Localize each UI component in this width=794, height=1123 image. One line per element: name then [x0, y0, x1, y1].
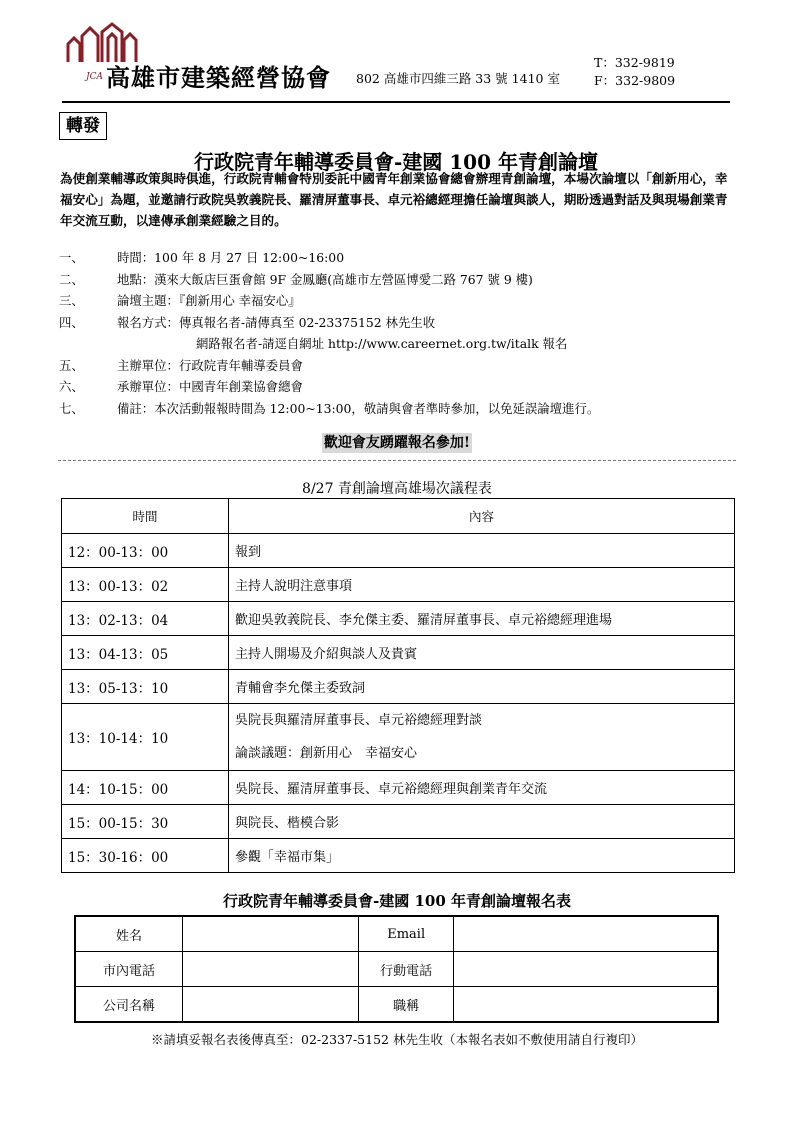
- schedule-header-time: 時間: [62, 499, 229, 534]
- schedule-time: 13：00-13：02: [62, 568, 229, 602]
- org-fax: F：332-9809: [594, 73, 676, 88]
- schedule-content-line: 青輔會李允傑主委致詞: [235, 681, 366, 696]
- table-row: [62, 568, 735, 602]
- form-row: [75, 916, 718, 952]
- form-input-cell[interactable]: [183, 952, 359, 987]
- schedule-time: 13：10-14：10: [62, 704, 229, 771]
- schedule-content: [229, 805, 735, 839]
- table-row: [62, 704, 735, 771]
- info-item-text: 報名方式：傳真報名者-請傳真至 02-23375152 林先生收: [117, 314, 436, 330]
- schedule-content-line: 論談議題：創新用心 幸福安心: [235, 746, 418, 761]
- schedule-content: [229, 704, 735, 771]
- form-row: [75, 987, 718, 1023]
- form-label: 職稱: [359, 987, 454, 1023]
- logo-text: JCA: [86, 72, 103, 82]
- dashed-divider: [58, 460, 736, 461]
- info-item: [59, 333, 749, 355]
- info-item-text: 主辦單位：行政院青年輔導委員會: [117, 357, 303, 373]
- form-title: 行政院青年輔導委員會-建國 100 年青創論壇報名表: [223, 892, 571, 910]
- schedule-time: 14：10-15：00: [62, 771, 229, 805]
- form-label: 市內電話: [75, 952, 183, 987]
- info-item: [59, 355, 749, 377]
- forward-stamp: 轉發: [59, 112, 107, 140]
- schedule-content: [229, 636, 735, 670]
- info-item: [59, 269, 749, 291]
- form-label: 姓名: [75, 916, 183, 952]
- form-note: ※請填妥報名表後傳真至：02-2337-5152 林先生收（本報名表如不敷使用請自行複印）: [151, 1032, 643, 1047]
- table-row: [62, 805, 735, 839]
- schedule-header-content: 內容: [229, 499, 735, 534]
- info-item: [59, 312, 749, 334]
- info-item-text: 地點：漢來大飯店巨蛋會館 9F 金鳳廳(高雄市左營區博愛二路 767 號 9 樓): [117, 271, 533, 287]
- schedule-time: 15：30-16：00: [62, 839, 229, 873]
- schedule-time: 15：00-15：30: [62, 805, 229, 839]
- form-label: 行動電話: [359, 952, 454, 987]
- schedule-content-line: 吳院長、羅清屏董事長、卓元裕總經理與創業青年交流: [235, 782, 548, 797]
- schedule-content-line: 主持人開場及介紹與談人及貴賓: [235, 647, 418, 662]
- info-item-number: 一、: [59, 250, 84, 265]
- schedule-time: 13：05-13：10: [62, 670, 229, 704]
- schedule-content: [229, 534, 735, 568]
- schedule-title: 8/27 青創論壇高雄場次議程表: [302, 481, 492, 497]
- info-item-text: 論壇主題：『創新用心 幸福安心』: [117, 293, 301, 308]
- org-tel: T：332-9819: [594, 55, 675, 70]
- schedule-content: [229, 568, 735, 602]
- info-item: [59, 290, 749, 312]
- schedule-content-line: 報到: [235, 545, 262, 560]
- info-item-number: 三、: [59, 293, 84, 308]
- schedule-content-line: 主持人說明注意事項: [235, 579, 353, 594]
- schedule-time: 13：04-13：05: [62, 636, 229, 670]
- table-row: [62, 670, 735, 704]
- event-info-list: [59, 247, 749, 419]
- form-input-cell[interactable]: [454, 987, 718, 1023]
- info-item-text: 承辦單位：中國青年創業協會總會: [117, 379, 303, 394]
- registration-form: [74, 915, 719, 1023]
- table-row: [62, 636, 735, 670]
- page-title: 行政院青年輔導委員會-建國 100 年青創論壇: [194, 150, 598, 174]
- info-item-number: 二、: [59, 271, 84, 287]
- table-row: [62, 534, 735, 568]
- schedule-content: [229, 771, 735, 805]
- schedule-content-line: 與院長、楷模合影: [235, 816, 340, 831]
- header-divider: [62, 101, 730, 103]
- info-item: [59, 398, 749, 420]
- form-label: 公司名稱: [75, 987, 183, 1023]
- table-row: [62, 602, 735, 636]
- info-item-number: 六、: [59, 379, 84, 394]
- info-item: [59, 247, 749, 269]
- schedule-table: [61, 498, 735, 873]
- form-input-cell[interactable]: [183, 916, 359, 952]
- welcome-text: 歡迎會友踴躍報名參加!: [323, 435, 471, 451]
- info-item-text: 時間：100 年 8 月 27 日 12:00~16:00: [117, 250, 345, 265]
- org-address: 802 高雄市四維三路 33 號 1410 室: [356, 71, 560, 86]
- info-item-text: 備註：本次活動報報時間為 12:00~13:00，敬請與會者準時參加，以免延誤論壇進行。: [117, 400, 600, 416]
- schedule-time: 13：02-13：04: [62, 602, 229, 636]
- schedule-time: 12：00-13：00: [62, 534, 229, 568]
- org-name: 高雄市建築經營協會: [106, 63, 331, 92]
- info-item-number: 四、: [59, 314, 84, 330]
- info-item-text: 網路報名者-請逕自網址 http://www.careernet.org.tw/italk 報名: [196, 336, 568, 351]
- form-input-cell[interactable]: [183, 987, 359, 1023]
- form-row: [75, 952, 718, 987]
- schedule-content-line: 歡迎吳敦義院長、李允傑主委、羅清屏董事長、卓元裕總經理進場: [235, 613, 613, 628]
- schedule-content: [229, 602, 735, 636]
- form-label: Email: [359, 916, 454, 952]
- table-row: [62, 839, 735, 873]
- intro-paragraph: 為使創業輔導政策與時俱進，行政院青輔會特別委託中國青年創業協會總會辦理青創論壇，本場次論壇以「創新用心，幸福安心」為題，並邀請行政院吳敦義院長、羅清屏董事長、卓元裕總經理擔任論壇與談人，期盼透過對話及與現場創業青年交流互動，以達傳承創業經驗之目的。: [60, 171, 728, 228]
- info-item-number: 七、: [59, 400, 84, 416]
- schedule-header-row: [62, 499, 735, 534]
- schedule-content-line: 參觀「幸福市集」: [235, 850, 340, 865]
- info-item-number: 五、: [59, 357, 84, 373]
- table-row: [62, 771, 735, 805]
- welcome-banner: [0, 432, 794, 452]
- info-item: [59, 376, 749, 398]
- schedule-content-line: 吳院長與羅清屏董事長、卓元裕總經理對談: [235, 713, 483, 728]
- form-input-cell[interactable]: [454, 916, 718, 952]
- schedule-content: [229, 670, 735, 704]
- form-input-cell[interactable]: [454, 952, 718, 987]
- schedule-content: [229, 839, 735, 873]
